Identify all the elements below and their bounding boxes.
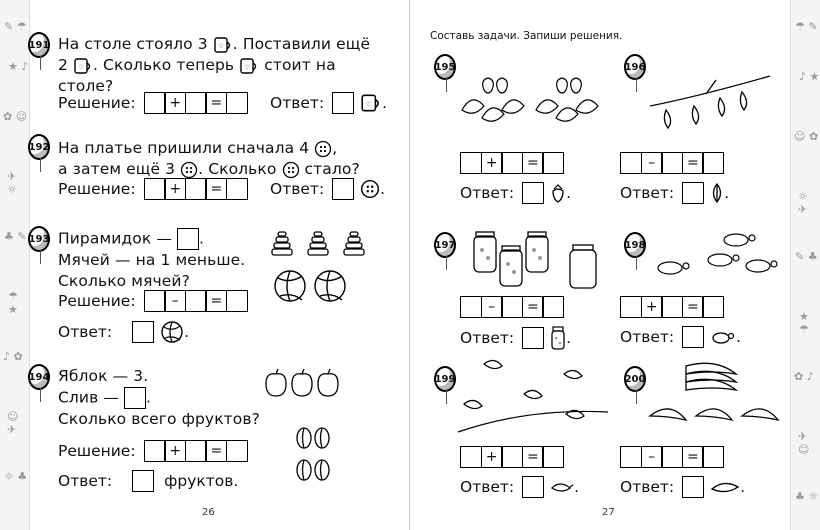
problem-192-text: На платье пришили сначала 4 , а затем ещё 3 . Сколько стало?	[58, 139, 360, 178]
answer-suffix: фруктов.	[164, 472, 239, 490]
pyramid-toy	[272, 232, 364, 255]
problem-197-answer-row: Ответ: .	[460, 326, 571, 350]
problem-number-balloon: 194	[28, 364, 50, 390]
solution-cells	[620, 152, 724, 174]
plum	[297, 428, 329, 480]
problem-196-answer-row: Ответ: .	[620, 184, 730, 202]
answer-box[interactable]	[682, 182, 704, 204]
leaf-icon	[710, 182, 724, 204]
button-icon	[314, 140, 332, 158]
answer-label: Ответ:	[620, 184, 675, 202]
problem-number-balloon: 198	[624, 232, 646, 258]
answer-cell[interactable]	[185, 92, 207, 114]
answer-cell[interactable]	[661, 446, 683, 468]
answer-cell[interactable]	[620, 446, 642, 468]
solution-cells	[144, 178, 248, 200]
answer-cell[interactable]	[185, 178, 207, 200]
cup-icon	[213, 36, 233, 54]
branch-with-leaves-illustration	[646, 70, 776, 140]
answer-box[interactable]	[682, 326, 704, 348]
answer-cell[interactable]	[460, 296, 482, 318]
operator-cell: =	[682, 152, 704, 174]
problem-200-answer-row: Ответ: .	[620, 478, 746, 496]
cup-icon	[73, 57, 93, 75]
solution-cells	[460, 152, 564, 174]
answer-cell[interactable]	[542, 446, 564, 468]
answer-label: Ответ:	[270, 180, 325, 198]
jar-icon	[550, 326, 566, 350]
operator-cell: +	[481, 152, 503, 174]
answer-box[interactable]	[332, 178, 354, 200]
problem-number-balloon: 193	[28, 226, 50, 252]
answer-cell[interactable]	[185, 440, 207, 462]
answer-cell[interactable]	[501, 152, 523, 174]
operator-cell: –	[481, 296, 503, 318]
solution-cells	[144, 290, 248, 312]
operator-cell: =	[522, 152, 544, 174]
solution-label: Решение:	[58, 180, 136, 198]
problem-number-balloon: 195	[434, 54, 456, 80]
cup-icon	[239, 57, 259, 75]
answer-label: Ответ:	[58, 323, 113, 341]
problem-195-answer-row: Ответ: .	[460, 184, 572, 202]
answer-cell[interactable]	[144, 92, 166, 114]
jars-illustration	[470, 230, 610, 294]
answer-box[interactable]	[522, 476, 544, 498]
answer-cell[interactable]	[226, 290, 248, 312]
operator-cell: –	[641, 446, 663, 468]
answer-box[interactable]	[522, 327, 544, 349]
problem-200-cells	[620, 446, 724, 468]
button-icon	[180, 161, 198, 179]
pyramid-count-box[interactable]	[177, 228, 199, 250]
operator-cell: +	[641, 296, 663, 318]
ball-toy	[275, 271, 345, 301]
problem-194-answer-row	[58, 470, 238, 492]
operator-cell: –	[641, 152, 663, 174]
turtle-icon	[710, 329, 736, 345]
answer-cell[interactable]	[620, 296, 642, 318]
pyramids-and-balls-illustration	[270, 220, 380, 310]
answer-box[interactable]	[682, 476, 704, 498]
button-icon	[360, 179, 380, 199]
right-page	[410, 0, 790, 530]
problem-number-balloon: 191	[28, 32, 50, 58]
button-icon	[282, 161, 300, 179]
operator-cell: =	[522, 446, 544, 468]
solution-cells	[144, 440, 248, 462]
answer-cell[interactable]	[460, 152, 482, 174]
answer-cell[interactable]	[661, 152, 683, 174]
svg-text:♡: ♡	[218, 42, 224, 50]
answer-cell[interactable]	[542, 152, 564, 174]
operator-cell: +	[481, 446, 503, 468]
solution-cells	[460, 446, 564, 468]
problem-number-balloon: 197	[434, 232, 456, 258]
answer-label: Ответ:	[460, 478, 515, 496]
answer-cell[interactable]	[702, 152, 724, 174]
cup-icon	[360, 93, 382, 113]
bananas-illustration	[646, 356, 786, 436]
problem-194-solution-row	[58, 440, 248, 462]
answer-cell[interactable]	[501, 296, 523, 318]
answer-cell[interactable]	[144, 440, 166, 462]
turtles-illustration	[646, 226, 786, 290]
problem-198-answer-row: Ответ: .	[620, 328, 742, 346]
apple	[266, 369, 338, 396]
answer-label: Ответ:	[58, 472, 113, 490]
bird-icon	[550, 479, 574, 495]
answer-cell[interactable]	[501, 446, 523, 468]
problem-196-cells	[620, 152, 724, 174]
operator-cell: =	[682, 296, 704, 318]
problem-number-balloon: 196	[624, 54, 646, 80]
solution-label: Решение:	[58, 442, 136, 460]
operator-cell: =	[205, 92, 227, 114]
page-number: 27	[602, 507, 615, 518]
problem-192-solution-row: Решение: + = Ответ: .	[58, 180, 386, 198]
doodle-margin-right: ☂ ✎ ♪ ★ ☺ ✿ ☼ ✈ ✎ ♣ ★ ☂ ✿ ♪ ✈ ☺ ♣ ☼	[790, 0, 820, 530]
problem-191-text: На столе стояло 3 ♡ . Поставили ещё 2 ♡ . Сколько теперь ♡ стоит на столе?	[58, 35, 371, 95]
answer-cell[interactable]	[144, 290, 166, 312]
problem-number-balloon: 192	[28, 134, 50, 160]
plum-count-box[interactable]	[124, 387, 146, 409]
answer-cell[interactable]	[620, 152, 642, 174]
answer-cell[interactable]	[661, 296, 683, 318]
solution-label: Решение:	[58, 292, 136, 310]
problem-number-balloon: 199	[434, 366, 456, 392]
apples-and-plums-illustration	[262, 368, 352, 488]
answer-label: Ответ:	[620, 328, 675, 346]
birds-on-branch-illustration	[454, 354, 614, 444]
left-page	[30, 0, 410, 530]
answer-box[interactable]	[132, 470, 154, 492]
problem-199-answer-row: Ответ: .	[460, 478, 580, 496]
instruction-header: Составь задачи. Запиши решения.	[430, 30, 623, 42]
problem-197-cells	[460, 296, 564, 318]
solution-cells	[144, 92, 248, 114]
operator-cell: =	[522, 296, 544, 318]
answer-label: Ответ:	[620, 478, 675, 496]
ball-icon	[160, 320, 184, 344]
problem-number-balloon: 200	[624, 366, 646, 392]
operator-cell: =	[205, 290, 227, 312]
answer-cell[interactable]	[460, 446, 482, 468]
solution-label: Решение:	[58, 94, 136, 112]
solution-cells	[460, 296, 564, 318]
problem-199-cells	[460, 446, 564, 468]
answer-box[interactable]	[332, 92, 354, 114]
page-number: 26	[202, 507, 215, 518]
problem-193-answer-row: Ответ: .	[58, 320, 189, 344]
answer-cell[interactable]	[702, 446, 724, 468]
operator-cell: =	[205, 178, 227, 200]
operator-cell: =	[205, 440, 227, 462]
problem-195-cells	[460, 152, 564, 174]
answer-label: Ответ:	[460, 184, 515, 202]
operator-cell: =	[682, 446, 704, 468]
answer-cell[interactable]	[226, 178, 248, 200]
answer-cell[interactable]	[185, 290, 207, 312]
strawberry-plants-illustration	[454, 70, 604, 140]
svg-text:♡: ♡	[244, 63, 250, 71]
answer-cell[interactable]	[542, 296, 564, 318]
solution-cells	[620, 296, 724, 318]
answer-label: Ответ:	[270, 94, 325, 112]
operator-cell: –	[164, 290, 186, 312]
problem-198-cells	[620, 296, 724, 318]
strawberry-icon	[550, 183, 566, 203]
operator-cell: +	[164, 440, 186, 462]
doodle-margin-left: ✎ ☂ ★ ♪ ✿ ☺ ✈ ☼ ♣ ✎ ☂ ★ ♪ ✿ ☺ ✈ ☼ ♣	[0, 0, 30, 530]
banana-icon	[710, 479, 740, 495]
svg-text:♡: ♡	[366, 100, 372, 109]
answer-cell[interactable]	[702, 296, 724, 318]
solution-cells	[620, 446, 724, 468]
answer-box[interactable]	[132, 321, 154, 343]
problem-194-text: Яблок — 3. Слив — . Сколько всего фруктов?	[58, 367, 260, 428]
answer-cell[interactable]	[226, 440, 248, 462]
problem-191-solution-row: Решение: + = Ответ: ♡ .	[58, 94, 388, 112]
problem-193-solution-row	[58, 290, 248, 312]
answer-cell[interactable]	[226, 92, 248, 114]
operator-cell: +	[164, 92, 186, 114]
answer-cell[interactable]	[144, 178, 166, 200]
answer-label: Ответ:	[460, 329, 515, 347]
answer-box[interactable]	[522, 182, 544, 204]
problem-193-text: Пирамидок — . Мячей — на 1 меньше. Сколько мячей?	[58, 229, 246, 290]
operator-cell: +	[164, 178, 186, 200]
svg-text:♡: ♡	[78, 63, 84, 71]
